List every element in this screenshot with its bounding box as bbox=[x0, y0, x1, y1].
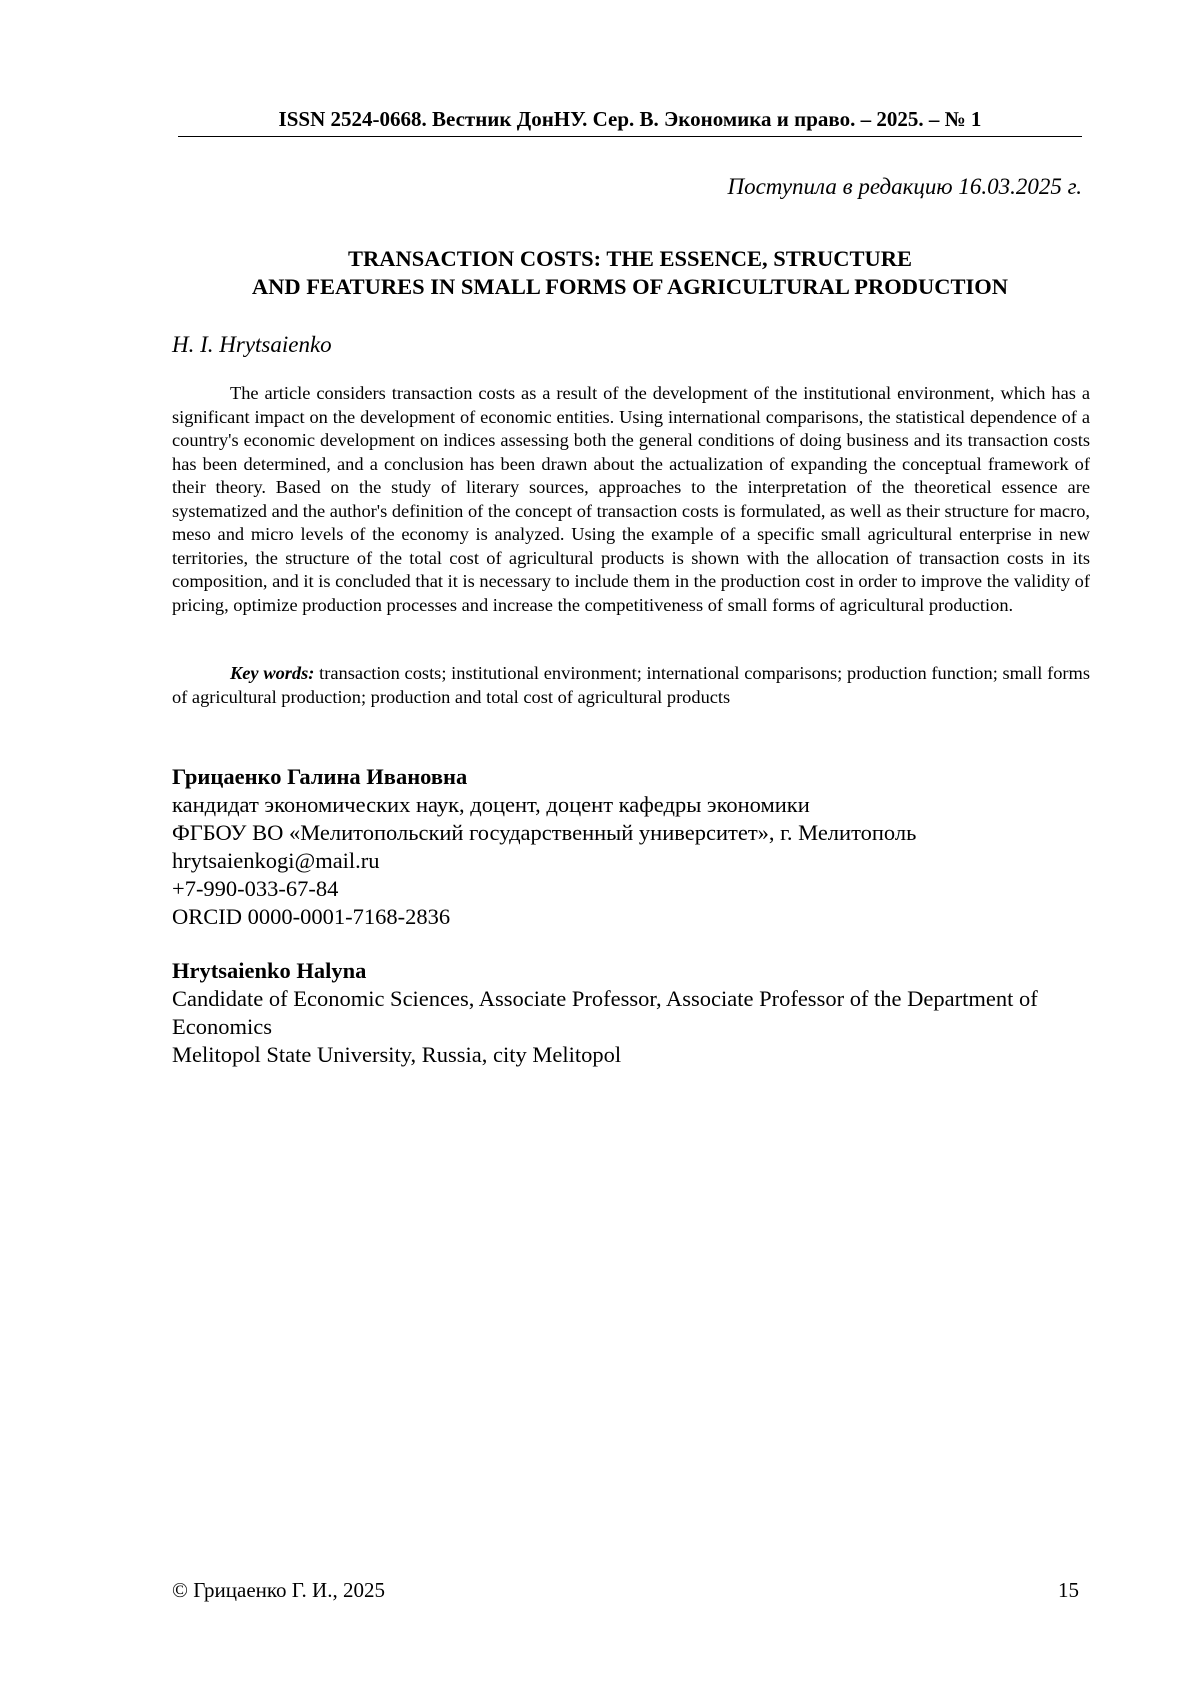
author-name-ru: Грицаенко Галина Ивановна bbox=[172, 764, 468, 789]
abstract-paragraph: The article considers transaction costs as a result of the development of the institutional environment, which has a significant impact on the development of economic entities. Using international comparisons, the statistical dependence of a country's economic development on indices assessing both the general conditions of doing business and its transaction costs has been determined, and a conclusion has been drawn about the actualization of expanding the conceptual framework of their theory. Based on the study of literary sources, approaches to the interpretation of the theoretical essence are systematized and the author's definition of the concept of transaction costs is formulated, as well as their structure for macro, meso and micro levels of the economy is analyzed. Using the example of a specific small agricultural enterprise in new territories, the structure of the total cost of agricultural products is shown with the allocation of transaction costs in its composition, and it is concluded that it is necessary to include them in the production cost in order to improve the validity of pricing, optimize production processes and increase the competitiveness of small forms of agricultural production. bbox=[172, 383, 1090, 615]
keywords-label: Key words: bbox=[230, 663, 315, 683]
author-orcid: ORCID 0000-0001-7168-2836 bbox=[172, 904, 451, 929]
keywords-paragraph bbox=[172, 662, 1090, 709]
keywords-text: transaction costs; institutional environment; international comparisons; production function; small forms of agricultural production; production and total cost of agricultural products bbox=[172, 663, 1090, 707]
author-affiliation-en: Melitopol State University, Russia, city Melitopol bbox=[172, 1042, 622, 1067]
article-author: H. I. Hrytsaienko bbox=[172, 332, 332, 357]
journal-running-header: ISSN 2524-0668. Вестник ДонНУ. Сер. В. Экономика и право. – 2025. – № 1 bbox=[178, 106, 1082, 137]
author-email: hrytsaienkogi@mail.ru bbox=[172, 848, 380, 873]
author-info-russian bbox=[172, 763, 1102, 931]
author-info-english bbox=[172, 957, 1102, 1069]
author-degree-ru: кандидат экономических наук, доцент, доцент кафедры экономики bbox=[172, 792, 810, 817]
author-phone: +7-990-033-67-84 bbox=[172, 876, 339, 901]
received-date-note: Поступила в редакцию 16.03.2025 г. bbox=[727, 174, 1082, 199]
author-name-en: Hrytsaienko Halyna bbox=[172, 958, 367, 983]
article-title-line-2: AND FEATURES IN SMALL FORMS OF AGRICULTURAL PRODUCTION bbox=[251, 274, 1009, 299]
article-title-line-1: TRANSACTION COSTS: THE ESSENCE, STRUCTURE bbox=[347, 246, 913, 271]
article-title bbox=[170, 245, 1090, 301]
author-degree-en: Candidate of Economic Sciences, Associate Professor, Associate Professor of the Department of Economics bbox=[172, 986, 1038, 1039]
page-number: 15 bbox=[1058, 1578, 1079, 1602]
author-affiliation-ru: ФГБОУ ВО «Мелитопольский государственный университет», г. Мелитополь bbox=[172, 820, 917, 845]
copyright-notice: © Грицаенко Г. И., 2025 bbox=[172, 1578, 385, 1602]
